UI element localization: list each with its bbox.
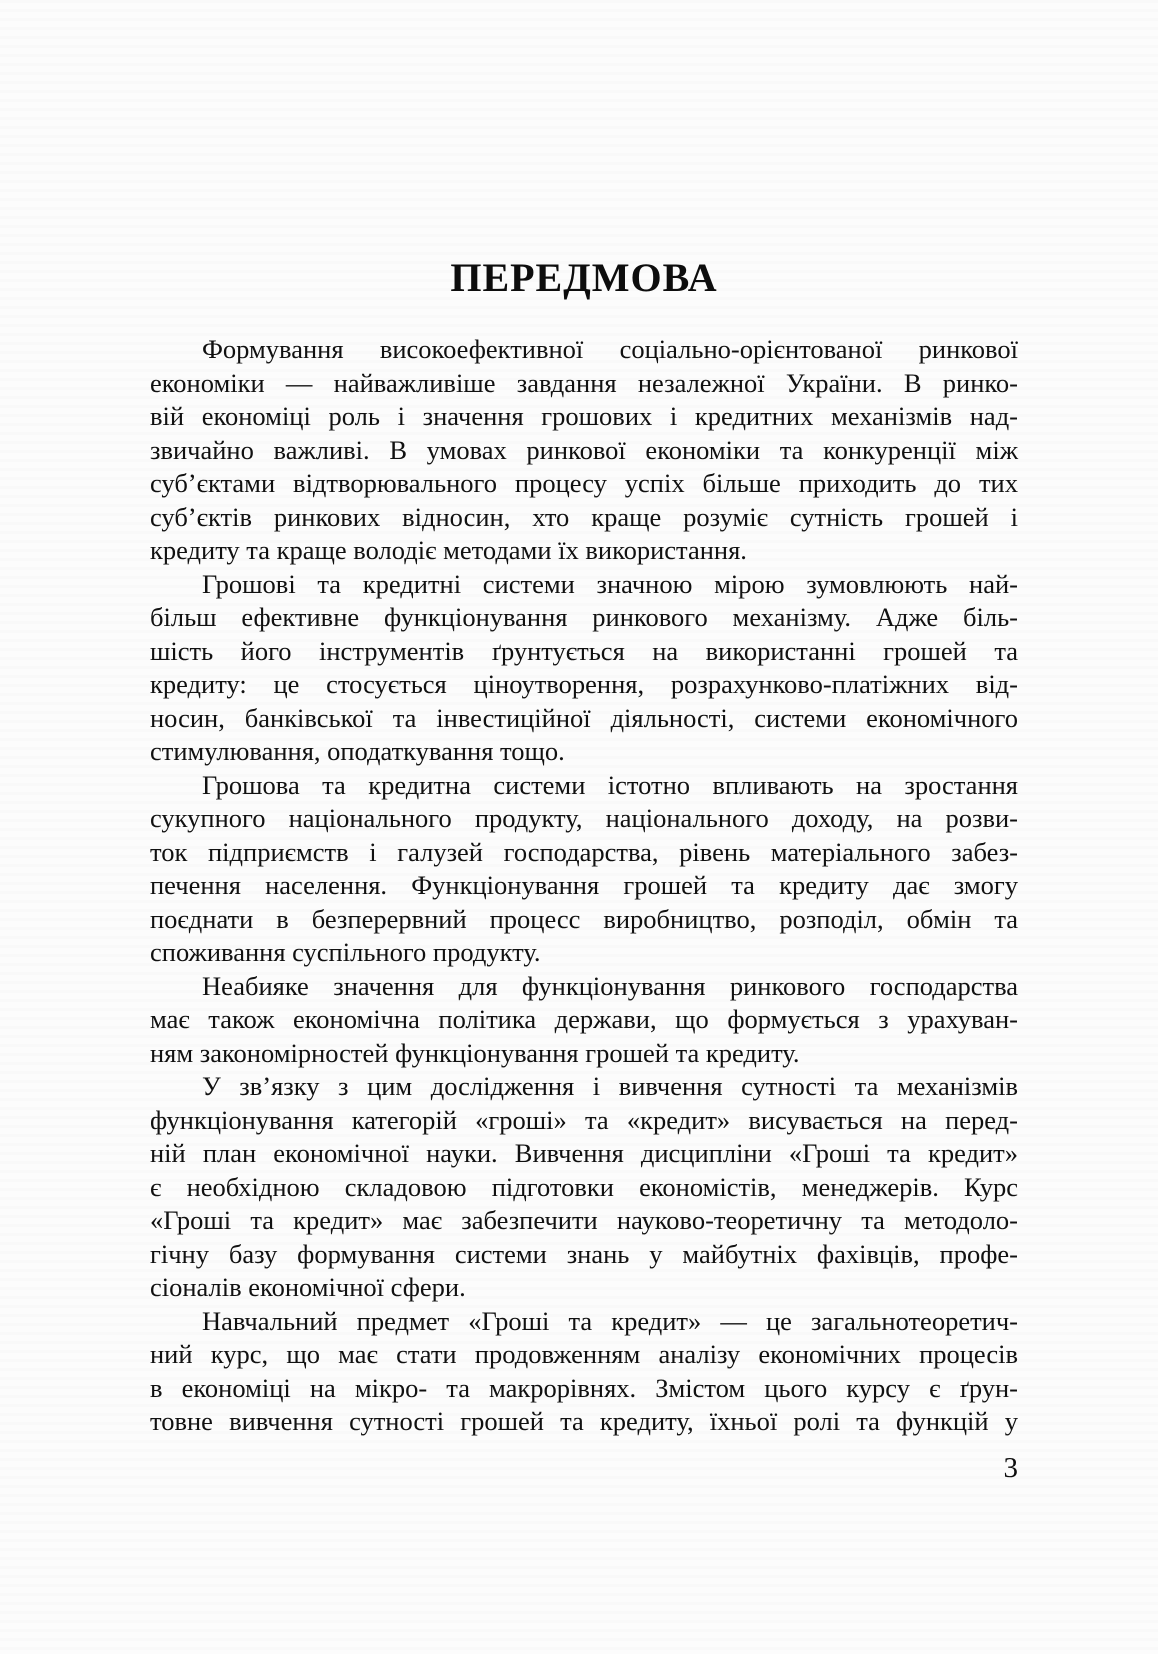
- text-line: печення населення. Функціонування грошей та кредиту дає змогу: [150, 870, 1018, 900]
- page-title: ПЕРЕДМОВА: [450, 255, 718, 300]
- text-line: поєднати в безперервний процесс виробництво, розподіл, обмін та: [150, 903, 1018, 934]
- text-line: суб’єктами відтворювального процесу успіх більше приходить до тих: [150, 468, 1018, 498]
- text-line: вій економіці роль і значення грошових і кредитних механізмів над-: [150, 401, 1018, 431]
- text-line: економіки — найважливіше завдання незалежної України. В ринко-: [150, 367, 1018, 398]
- paragraph: [150, 769, 1018, 970]
- text-line: ній план економічної науки. Вивчення дисципліни «Гроші та кредит»: [150, 1138, 1018, 1168]
- text-line: «Гроші та кредит» має забезпечити науково-теоретичну та методоло-: [150, 1205, 1018, 1235]
- text-line: носин, банківської та інвестиційної діяльності, системи економічного: [150, 702, 1018, 733]
- text-line: Неабияке значення для функціонування ринкового господарства: [202, 970, 1018, 1001]
- text-line: кредиту: це стосується ціноутворення, розрахунково-платіжних від-: [150, 669, 1018, 699]
- text-line: функціонування категорій «гроші» та «кредит» висувається на перед-: [150, 1104, 1018, 1135]
- text-line: сіоналів економічної сфери.: [150, 1272, 466, 1302]
- text-line: товне вивчення сутності грошей та кредиту, їхньої ролі та функцій у: [150, 1406, 1018, 1436]
- text-line: ний курс, що має стати продовженням аналізу економічних процесів: [150, 1339, 1018, 1369]
- text-line: має також економічна політика держави, що формується з урахуван-: [150, 1004, 1018, 1034]
- text-line: є необхідною складовою підготовки економістів, менеджерів. Курс: [150, 1171, 1018, 1202]
- text-line: ням закономірностей функціонування грошей та кредиту.: [150, 1037, 800, 1068]
- text-line: Грошові та кредитні системи значною мірою зумовлюють най-: [202, 568, 1018, 599]
- text-line: суб’єктів ринкових відносин, хто краще розуміє сутність грошей і: [150, 501, 1018, 532]
- paragraph: [150, 568, 1018, 769]
- text-line: споживання суспільного продукту.: [150, 937, 541, 967]
- text-line: стимулювання, оподаткування тощо.: [150, 736, 565, 766]
- text-line: кредиту та краще володіє методами їх використання.: [150, 535, 747, 565]
- text-line: більш ефективне функціонування ринкового механізму. Адже біль-: [150, 602, 1018, 632]
- paragraph: [150, 1070, 1018, 1305]
- text-line: У зв’язку з цим дослідження і вивчення сутності та механізмів: [202, 1071, 1018, 1101]
- text-line: звичайно важливі. В умовах ринкової економіки та конкуренції між: [150, 434, 1018, 465]
- text-line: ток підприємств і галузей господарства, рівень матеріального забез-: [150, 836, 1018, 867]
- text-line: шість його інструментів ґрунтується на використанні грошей та: [150, 635, 1018, 666]
- paragraph: [150, 333, 1018, 568]
- text-line: Навчальний предмет «Гроші та кредит» — це загальнотеоретич-: [202, 1305, 1018, 1336]
- text-line: Формування високоефективної соціально-орієнтованої ринкової: [202, 334, 1018, 364]
- text-line: в економіці на мікро- та макрорівнях. Змістом цього курсу є ґрун-: [150, 1372, 1018, 1403]
- text-line: гічну базу формування системи знань у майбутніх фахівців, профе-: [150, 1238, 1018, 1269]
- text-line: Грошова та кредитна системи істотно впливають на зростання: [202, 769, 1018, 800]
- paragraph: [150, 970, 1018, 1071]
- paragraph: [150, 1305, 1018, 1439]
- text-line: сукупного національного продукту, національного доходу, на розви-: [150, 803, 1018, 833]
- page-number: 3: [1003, 1452, 1018, 1484]
- body-text: [150, 333, 1018, 1439]
